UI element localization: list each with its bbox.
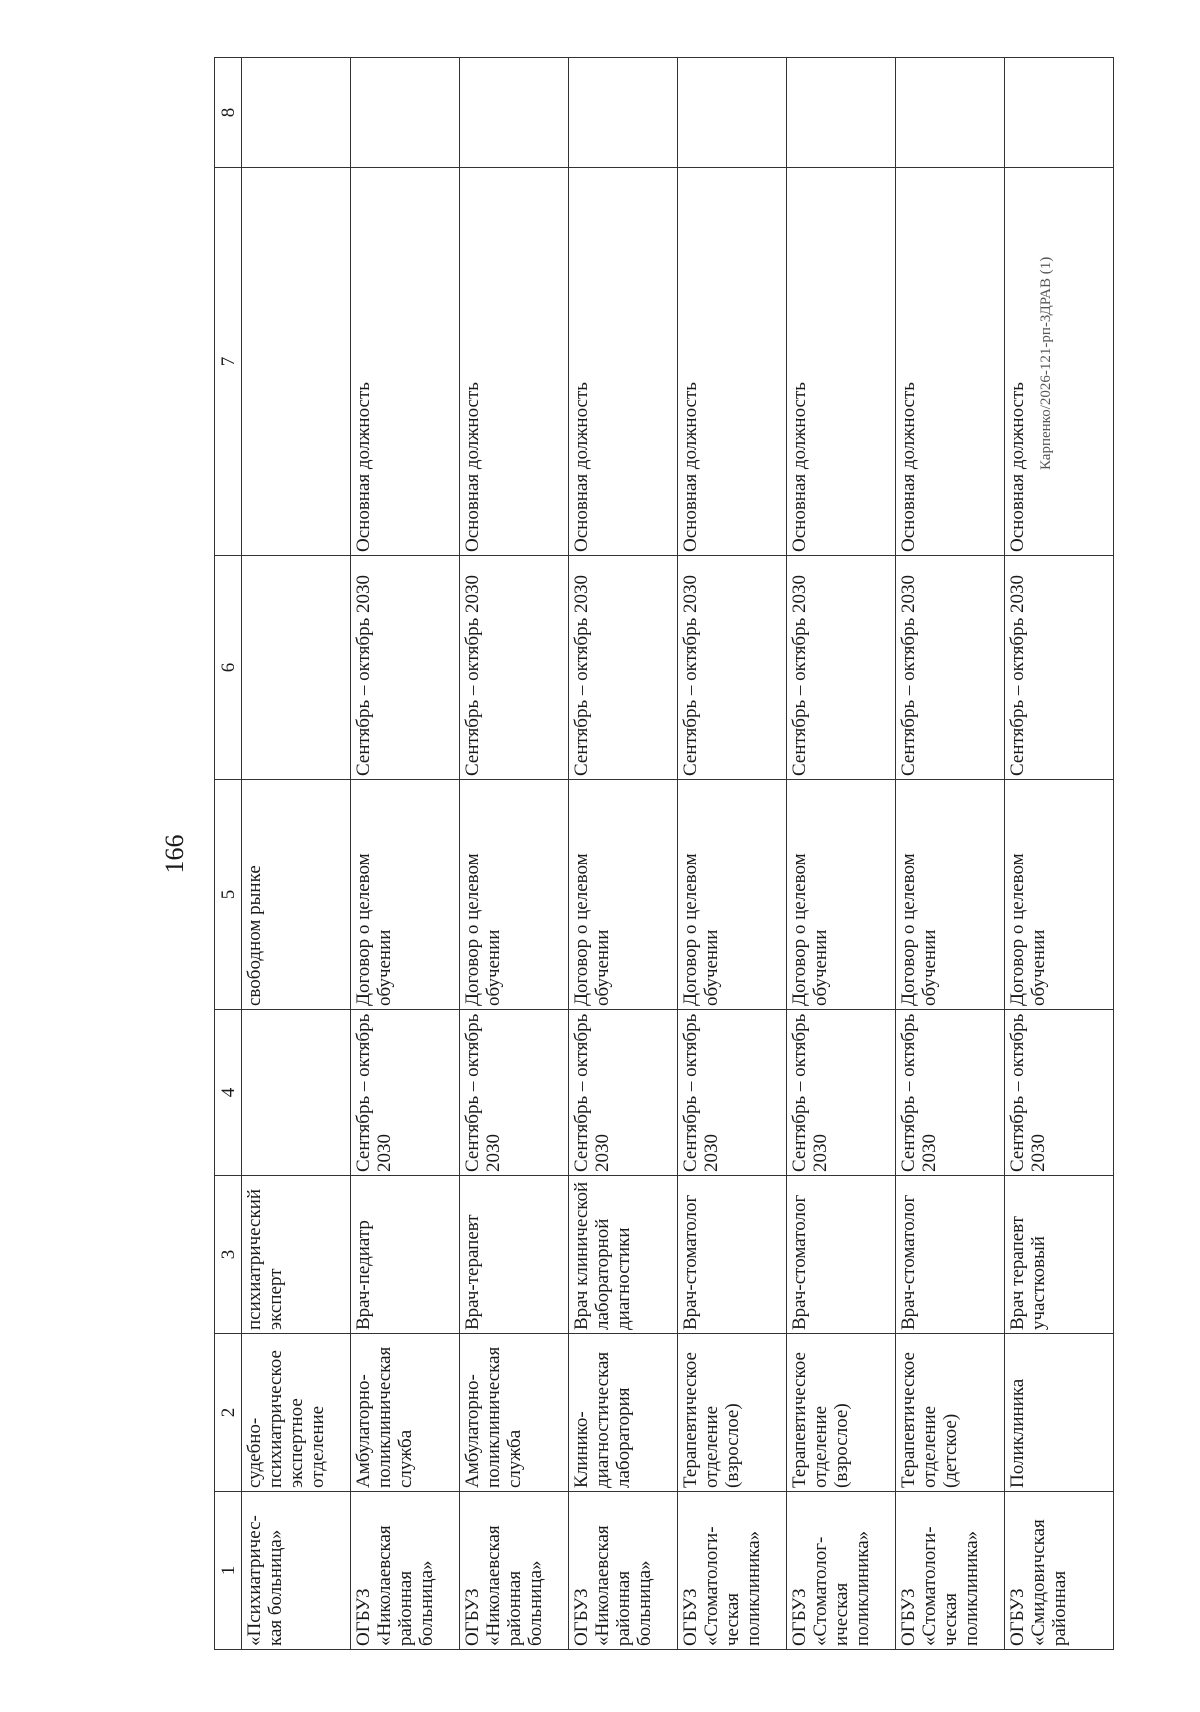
- cell-col7: Основная должность: [351, 168, 460, 556]
- header-cell-1: 1: [215, 1492, 242, 1650]
- cell-col7: Основная должность: [569, 168, 678, 556]
- cell-col5: Договор о целевом обучении: [787, 780, 896, 1010]
- cell-col5: свободном рынке: [242, 780, 351, 1010]
- cell-col5: Договор о целевом обучении: [569, 780, 678, 1010]
- cell-col7: Основная должность: [1005, 168, 1114, 556]
- cell-col7: Основная должность: [787, 168, 896, 556]
- cell-col8: [896, 58, 1005, 168]
- cell-col7: Основная должность: [460, 168, 569, 556]
- cell-position: Врач-стоматолог: [678, 1176, 787, 1334]
- cell-department: судебно-психиатрическое экспертное отделение: [242, 1334, 351, 1492]
- cell-col4: Сентябрь – октябрь 2030: [787, 1010, 896, 1176]
- cell-department: Поликлиника: [1005, 1334, 1114, 1492]
- cell-position: Врач клинической лабораторной диагностики: [569, 1176, 678, 1334]
- cell-col6: Сентябрь – октябрь 2030: [351, 556, 460, 780]
- header-cell-5: 5: [215, 780, 242, 1010]
- cell-col7: Основная должность: [896, 168, 1005, 556]
- cell-position: Врач терапевт участковый: [1005, 1176, 1114, 1334]
- table-header-row: [215, 58, 242, 1650]
- header-cell-4: 4: [215, 1010, 242, 1176]
- cell-organization: ОГБУЗ «Стоматологи-ческая поликлиника»: [678, 1492, 787, 1650]
- header-cell-7: 7: [215, 168, 242, 556]
- cell-position: Врач-стоматолог: [896, 1176, 1005, 1334]
- table-row: [242, 58, 351, 1650]
- cell-department: Терапевтическое отделение (детское): [896, 1334, 1005, 1492]
- data-table: [214, 57, 1114, 1650]
- cell-col8: [678, 58, 787, 168]
- cell-position: Врач-терапевт: [460, 1176, 569, 1334]
- page-number: 166: [160, 834, 189, 874]
- cell-organization: ОГБУЗ «Николаевская районная больница»: [569, 1492, 678, 1650]
- cell-col6: Сентябрь – октябрь 2030: [460, 556, 569, 780]
- cell-col6: Сентябрь – октябрь 2030: [1005, 556, 1114, 780]
- table-row: [787, 58, 896, 1650]
- cell-organization: ОГБУЗ «Николаевская районная больница»: [351, 1492, 460, 1650]
- cell-col8: [460, 58, 569, 168]
- cell-col6: [242, 556, 351, 780]
- cell-organization: ОГБУЗ «Николаевская районная больница»: [460, 1492, 569, 1650]
- cell-col8: [351, 58, 460, 168]
- cell-organization: ОГБУЗ «Стоматолог-ическая поликлиника»: [787, 1492, 896, 1650]
- cell-position: Врач-стоматолог: [787, 1176, 896, 1334]
- cell-col8: [787, 58, 896, 168]
- header-cell-8: 8: [215, 58, 242, 168]
- cell-department: Амбулаторно-поликлиническая служба: [351, 1334, 460, 1492]
- cell-position: Врач-педиатр: [351, 1176, 460, 1334]
- cell-col5: Договор о целевом обучении: [351, 780, 460, 1010]
- cell-col6: Сентябрь – октябрь 2030: [678, 556, 787, 780]
- cell-department: Терапевтическое отделение (взрослое): [787, 1334, 896, 1492]
- cell-organization: ОГБУЗ «Стоматологи-ческая поликлиника»: [896, 1492, 1005, 1650]
- cell-col8: [569, 58, 678, 168]
- cell-col4: Сентябрь – октябрь 2030: [678, 1010, 787, 1176]
- table-row: [1005, 58, 1114, 1650]
- cell-col5: Договор о целевом обучении: [460, 780, 569, 1010]
- cell-position: психиатрический эксперт: [242, 1176, 351, 1334]
- header-cell-6: 6: [215, 556, 242, 780]
- cell-department: Клинико-диагностическая лаборатория: [569, 1334, 678, 1492]
- cell-col6: Сентябрь – октябрь 2030: [569, 556, 678, 780]
- table-row: [351, 58, 460, 1650]
- cell-department: Терапевтическое отделение (взрослое): [678, 1334, 787, 1492]
- cell-department: Амбулаторно-поликлиническая служба: [460, 1334, 569, 1492]
- cell-col8: [242, 58, 351, 168]
- cell-col5: Договор о целевом обучении: [1005, 780, 1114, 1010]
- table-row: [678, 58, 787, 1650]
- rotated-page: [150, 58, 1070, 1650]
- cell-col6: Сентябрь – октябрь 2030: [896, 556, 1005, 780]
- cell-col5: Договор о целевом обучении: [896, 780, 1005, 1010]
- cell-col4: Сентябрь – октябрь 2030: [1005, 1010, 1114, 1176]
- cell-col4: Сентябрь – октябрь 2030: [351, 1010, 460, 1176]
- header-cell-3: 3: [215, 1176, 242, 1334]
- cell-col4: Сентябрь – октябрь 2030: [460, 1010, 569, 1176]
- cell-col5: Договор о целевом обучении: [678, 780, 787, 1010]
- table-row: [896, 58, 1005, 1650]
- footer-document-code: Карпенко/2026-121-рп-ЗДРАВ (1): [1038, 256, 1054, 470]
- cell-col4: Сентябрь – октябрь 2030: [569, 1010, 678, 1176]
- header-cell-2: 2: [215, 1334, 242, 1492]
- cell-col8: [1005, 58, 1114, 168]
- cell-col7: [242, 168, 351, 556]
- cell-col6: Сентябрь – октябрь 2030: [787, 556, 896, 780]
- cell-col4: Сентябрь – октябрь 2030: [896, 1010, 1005, 1176]
- cell-organization: ОГБУЗ «Смидовичская районная: [1005, 1492, 1114, 1650]
- cell-col7: Основная должность: [678, 168, 787, 556]
- table-row: [460, 58, 569, 1650]
- table-row: [569, 58, 678, 1650]
- cell-col4: [242, 1010, 351, 1176]
- cell-organization: «Психиатричес-кая больница»: [242, 1492, 351, 1650]
